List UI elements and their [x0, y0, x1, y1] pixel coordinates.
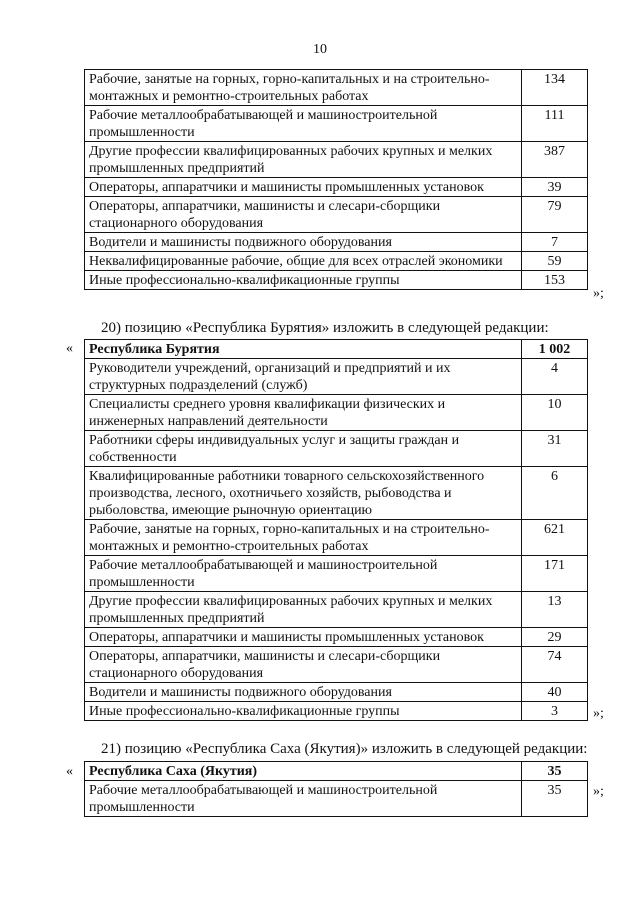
occupation-group-value: 621	[522, 520, 588, 556]
table-row	[85, 70, 588, 106]
paragraph-20: 20) позицию «Республика Бурятия» изложить в следующей редакции:	[101, 320, 549, 336]
table-row	[85, 359, 588, 395]
occupation-group-name: Операторы, аппаратчики, машинисты и слесари-сборщики стационарного оборудования	[85, 197, 522, 233]
occupation-group-name: Специалисты среднего уровня квалификации физических и инженерных направлений деятельности	[85, 395, 522, 431]
occupation-group-value: 74	[522, 647, 588, 683]
occupation-group-name: Рабочие, занятые на горных, горно-капитальных и на строительно-монтажных и ремонтно-строительных работах	[85, 70, 522, 106]
occupation-group-name: Квалифицированные работники товарного сельскохозяйственного производства, лесного, охотничьего хозяйств, рыбоводства и рыболовства, имеющие рыночную ориентацию	[85, 467, 522, 520]
occupation-group-name: Другие профессии квалифицированных рабочих крупных и мелких промышленных предприятий	[85, 592, 522, 628]
occupation-group-value: 40	[522, 683, 588, 702]
table-row	[85, 252, 588, 271]
occupation-group-name: Операторы, аппаратчики и машинисты промышленных установок	[85, 178, 522, 197]
occupation-group-value: 111	[522, 106, 588, 142]
occupation-group-value: 79	[522, 197, 588, 233]
occupation-group-value: 35	[522, 781, 588, 817]
table-row	[85, 178, 588, 197]
occupation-group-value: 29	[522, 628, 588, 647]
occupation-group-name: Иные профессионально-квалификационные группы	[85, 271, 522, 290]
occupation-group-name: Операторы, аппаратчики, машинисты и слесари-сборщики стационарного оборудования	[85, 647, 522, 683]
table-row	[85, 647, 588, 683]
table-3-close-quote: »;	[593, 784, 604, 799]
table-row	[85, 520, 588, 556]
table-row	[85, 781, 588, 817]
occupation-group-value: 153	[522, 271, 588, 290]
table-row	[85, 556, 588, 592]
table-row	[85, 197, 588, 233]
table-1	[84, 69, 588, 290]
region-total: 1 002	[522, 340, 588, 359]
table-row	[85, 395, 588, 431]
region-name: Республика Саха (Якутия)	[85, 762, 522, 781]
table-2-body	[85, 340, 588, 721]
table-3-body	[85, 762, 588, 817]
table-header-row	[85, 340, 588, 359]
occupation-group-value: 39	[522, 178, 588, 197]
occupation-group-value: 3	[522, 702, 588, 721]
occupation-group-value: 387	[522, 142, 588, 178]
table-3	[84, 761, 588, 817]
occupation-group-value: 134	[522, 70, 588, 106]
occupation-group-name: Работники сферы индивидуальных услуг и защиты граждан и собственности	[85, 431, 522, 467]
occupation-group-name: Рабочие металлообрабатывающей и машиностроительной промышленности	[85, 781, 522, 817]
occupation-group-name: Рабочие, занятые на горных, горно-капитальных и на строительно-монтажных и ремонтно-строительных работах	[85, 520, 522, 556]
table-header-row	[85, 762, 588, 781]
paragraph-21: 21) позицию «Республика Саха (Якутия)» изложить в следующей редакции:	[101, 741, 588, 757]
occupation-group-name: Другие профессии квалифицированных рабочих крупных и мелких промышленных предприятий	[85, 142, 522, 178]
table-2-open-quote: «	[66, 341, 73, 356]
table-1-close-quote: »;	[593, 286, 604, 301]
occupation-group-value: 59	[522, 252, 588, 271]
occupation-group-value: 13	[522, 592, 588, 628]
occupation-group-value: 4	[522, 359, 588, 395]
occupation-group-value: 171	[522, 556, 588, 592]
table-row	[85, 431, 588, 467]
table-row	[85, 106, 588, 142]
occupation-group-name: Неквалифицированные рабочие, общие для всех отраслей экономики	[85, 252, 522, 271]
table-2	[84, 339, 588, 721]
table-1-body	[85, 70, 588, 290]
occupation-group-name: Водители и машинисты подвижного оборудования	[85, 233, 522, 252]
table-3-open-quote: «	[66, 764, 73, 779]
table-row	[85, 142, 588, 178]
occupation-group-name: Иные профессионально-квалификационные группы	[85, 702, 522, 721]
occupation-group-name: Рабочие металлообрабатывающей и машиностроительной промышленности	[85, 106, 522, 142]
occupation-group-name: Операторы, аппаратчики и машинисты промышленных установок	[85, 628, 522, 647]
occupation-group-value: 31	[522, 431, 588, 467]
table-row	[85, 271, 588, 290]
table-row	[85, 683, 588, 702]
page-number: 10	[313, 42, 327, 57]
table-row	[85, 233, 588, 252]
occupation-group-value: 10	[522, 395, 588, 431]
region-name: Республика Бурятия	[85, 340, 522, 359]
table-row	[85, 702, 588, 721]
region-total: 35	[522, 762, 588, 781]
table-row	[85, 592, 588, 628]
occupation-group-value: 7	[522, 233, 588, 252]
occupation-group-value: 6	[522, 467, 588, 520]
table-row	[85, 628, 588, 647]
table-row	[85, 467, 588, 520]
occupation-group-name: Руководители учреждений, организаций и предприятий и их структурных подразделений (служб)	[85, 359, 522, 395]
occupation-group-name: Водители и машинисты подвижного оборудования	[85, 683, 522, 702]
occupation-group-name: Рабочие металлообрабатывающей и машиностроительной промышленности	[85, 556, 522, 592]
table-2-close-quote: »;	[593, 706, 604, 721]
